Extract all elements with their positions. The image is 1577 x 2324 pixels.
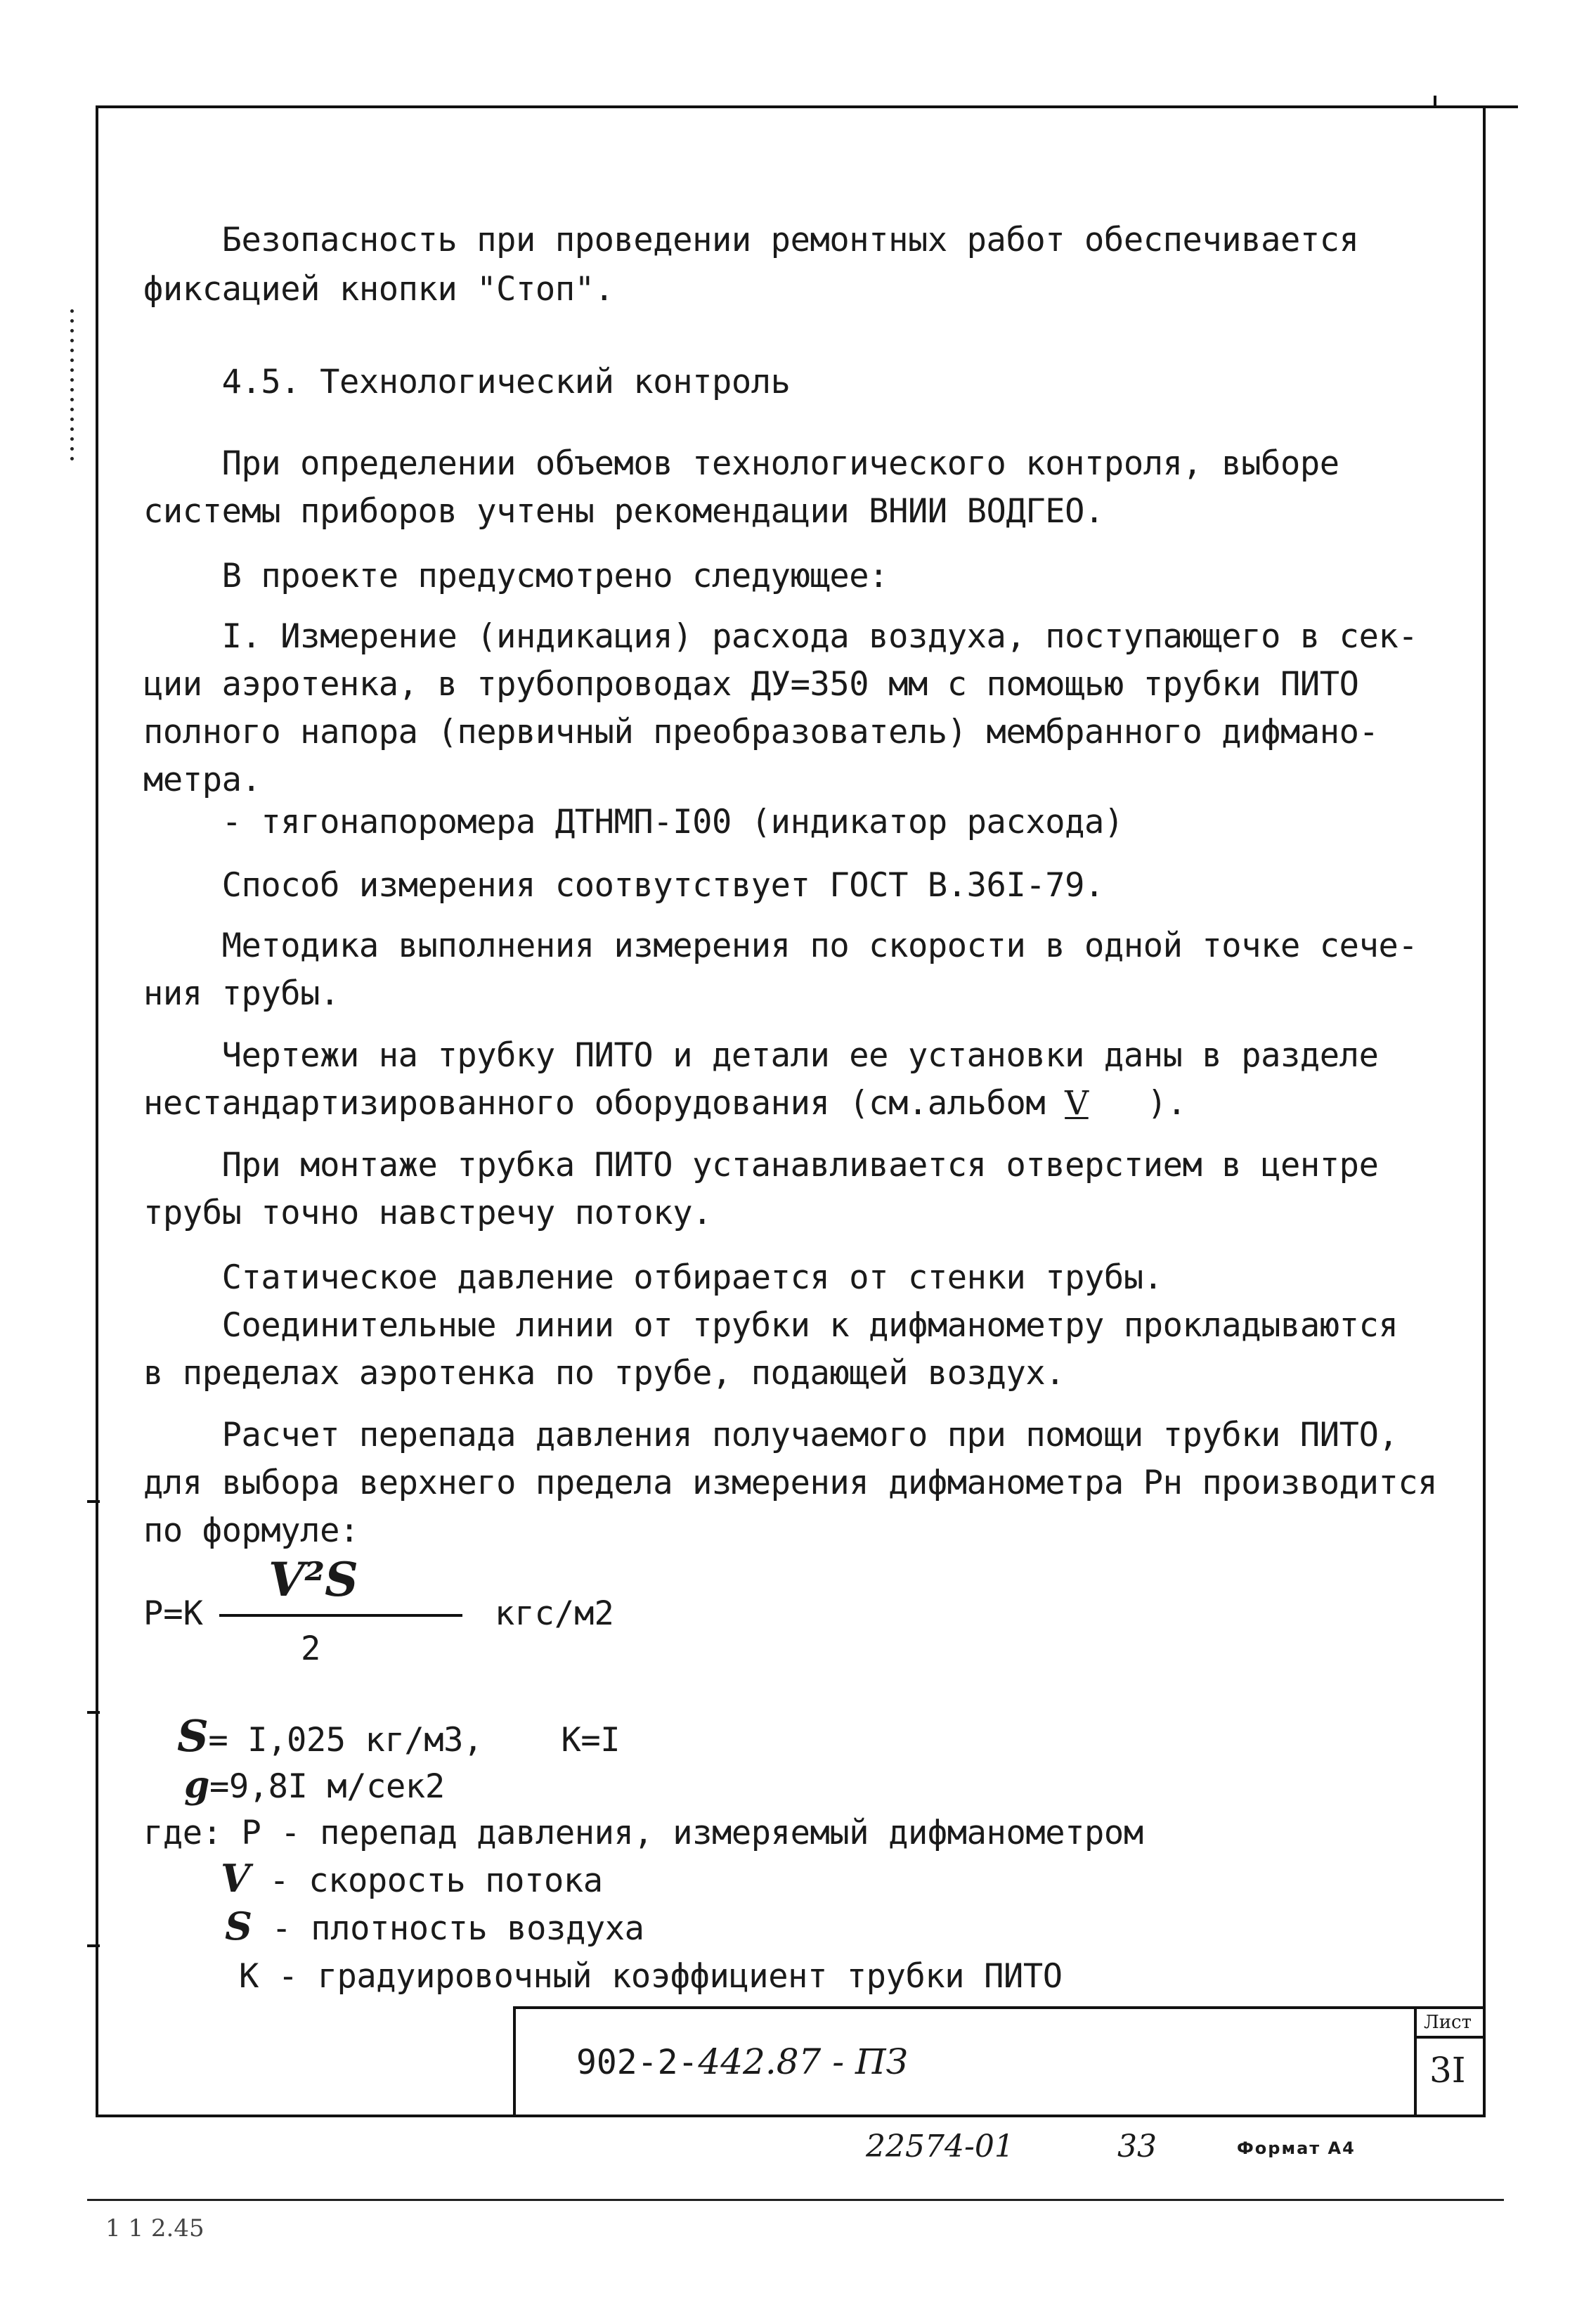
- paragraph-line: ции аэротенка, в трубопроводах ДУ=350 мм с помощью трубки ПИТО: [143, 665, 1359, 704]
- paragraph-line: Безопасность при проведении ремонтных работ обеспечивается: [143, 221, 1359, 259]
- margin-mark: [87, 1500, 100, 1503]
- legend-intro: где: Р - перепад давления, измеряемый дифманометром: [143, 1814, 1143, 1852]
- paragraph-line: Расчет перепада давления получаемого при помощи трубки ПИТО,: [143, 1416, 1398, 1454]
- margin-mark: [87, 1944, 100, 1947]
- formula-denominator: 2: [301, 1629, 321, 1668]
- frame-top-extension: [1462, 105, 1518, 108]
- gravity-value: [184, 1764, 445, 1808]
- velocity-symbol: V: [221, 1856, 250, 1901]
- paragraph-line: - тягонапоромера ДТНМП-I00 (индикатор расхода): [143, 803, 1124, 841]
- density-text: = I,025 кг/м3, К=I: [208, 1721, 621, 1760]
- fraction-bar: [219, 1614, 462, 1617]
- paragraph-line: по формуле:: [143, 1511, 359, 1550]
- paragraph-line: полного напора (первичный преобразователь) мембранного дифмано-: [143, 713, 1379, 751]
- paragraph-line: ния трубы.: [143, 974, 339, 1013]
- paragraph-line: При монтаже трубка ПИТО устанавливается отверстием в центре: [143, 1146, 1379, 1184]
- gravity-symbol: g: [184, 1764, 209, 1807]
- legend-item: [225, 1905, 644, 1950]
- inventory-number: 22574-01: [866, 2129, 1014, 2164]
- paragraph-text: нестандартизированного оборудования (см.альбом: [143, 1084, 1065, 1123]
- paragraph-line: Методика выполнения измерения по скорости в одной точке сече-: [143, 927, 1418, 965]
- gravity-text: =9,8I м/сек2: [209, 1767, 445, 1806]
- paragraph-line: в пределах аэротенка по трубе, подающей воздух.: [143, 1354, 1065, 1393]
- density-symbol: S: [225, 1904, 252, 1949]
- paragraph-line: Чертежи на трубку ПИТО и детали ее установки даны в разделе: [143, 1036, 1379, 1075]
- paragraph-line: I. Измерение (индикация) расхода воздуха, поступающего в сек-: [143, 617, 1418, 656]
- formula-lhs: Р=К: [143, 1594, 203, 1633]
- paragraph-line: системы приборов учтены рекомендации ВНИИ ВОДГЕО.: [143, 492, 1104, 531]
- legend-text: - скорость потока: [249, 1861, 603, 1900]
- paper-format: Формат А4: [1237, 2138, 1356, 2158]
- section-heading: 4.5. Технологический контроль: [143, 363, 791, 401]
- paragraph-line: Способ измерения соотвутствует ГОСТ В.36I-79.: [143, 866, 1104, 905]
- sheet-separator: [1414, 2036, 1486, 2039]
- paragraph-line: [143, 1083, 1186, 1125]
- paragraph-line: трубы точно навстречу потоку.: [143, 1194, 712, 1232]
- paragraph-line: метра.: [143, 761, 261, 799]
- formula-numerator: V²S: [268, 1552, 358, 1607]
- legend-item: К - градуировочный коэффициент трубки ПИТО: [239, 1957, 1063, 1996]
- page-number: 33: [1117, 2129, 1157, 2164]
- sheet-label: Лист: [1424, 2012, 1472, 2033]
- paragraph-line: Соединительные линии от трубки к дифманометру прокладываются: [143, 1306, 1398, 1345]
- margin-mark: [87, 1711, 100, 1714]
- code-handwritten: 442.87: [698, 2041, 822, 2082]
- paragraph-line: В проекте предусмотрено следующее:: [143, 557, 889, 595]
- density-value: [177, 1710, 621, 1762]
- legend-item: [221, 1857, 603, 1902]
- paragraph-line: для выбора верхнего предела измерения дифманометра Рн производится: [143, 1464, 1438, 1502]
- frame-top-tick: [1434, 96, 1436, 107]
- paragraph-line: При определении объемов технологического контроля, выборе: [143, 444, 1339, 483]
- margin-perforation: [67, 309, 77, 478]
- bottom-rule: [87, 2199, 1504, 2201]
- paragraph-line: фиксацией кнопки "Стоп".: [143, 270, 614, 309]
- paragraph-line: Статическое давление отбирается от стенки трубы.: [143, 1258, 1163, 1297]
- sheet-number: 3I: [1429, 2050, 1466, 2091]
- code-suffix: - ПЗ: [821, 2041, 908, 2082]
- album-number: V: [1065, 1084, 1089, 1123]
- bottom-scrawl: 1 1 2.45: [105, 2214, 205, 2242]
- formula-unit: кгс/м2: [495, 1594, 614, 1633]
- density-symbol: S: [177, 1710, 209, 1762]
- paragraph-text: ).: [1088, 1084, 1187, 1123]
- code-prefix: 902-2-: [576, 2043, 699, 2082]
- legend-text: - плотность воздуха: [252, 1909, 644, 1948]
- document-code: [576, 2041, 908, 2082]
